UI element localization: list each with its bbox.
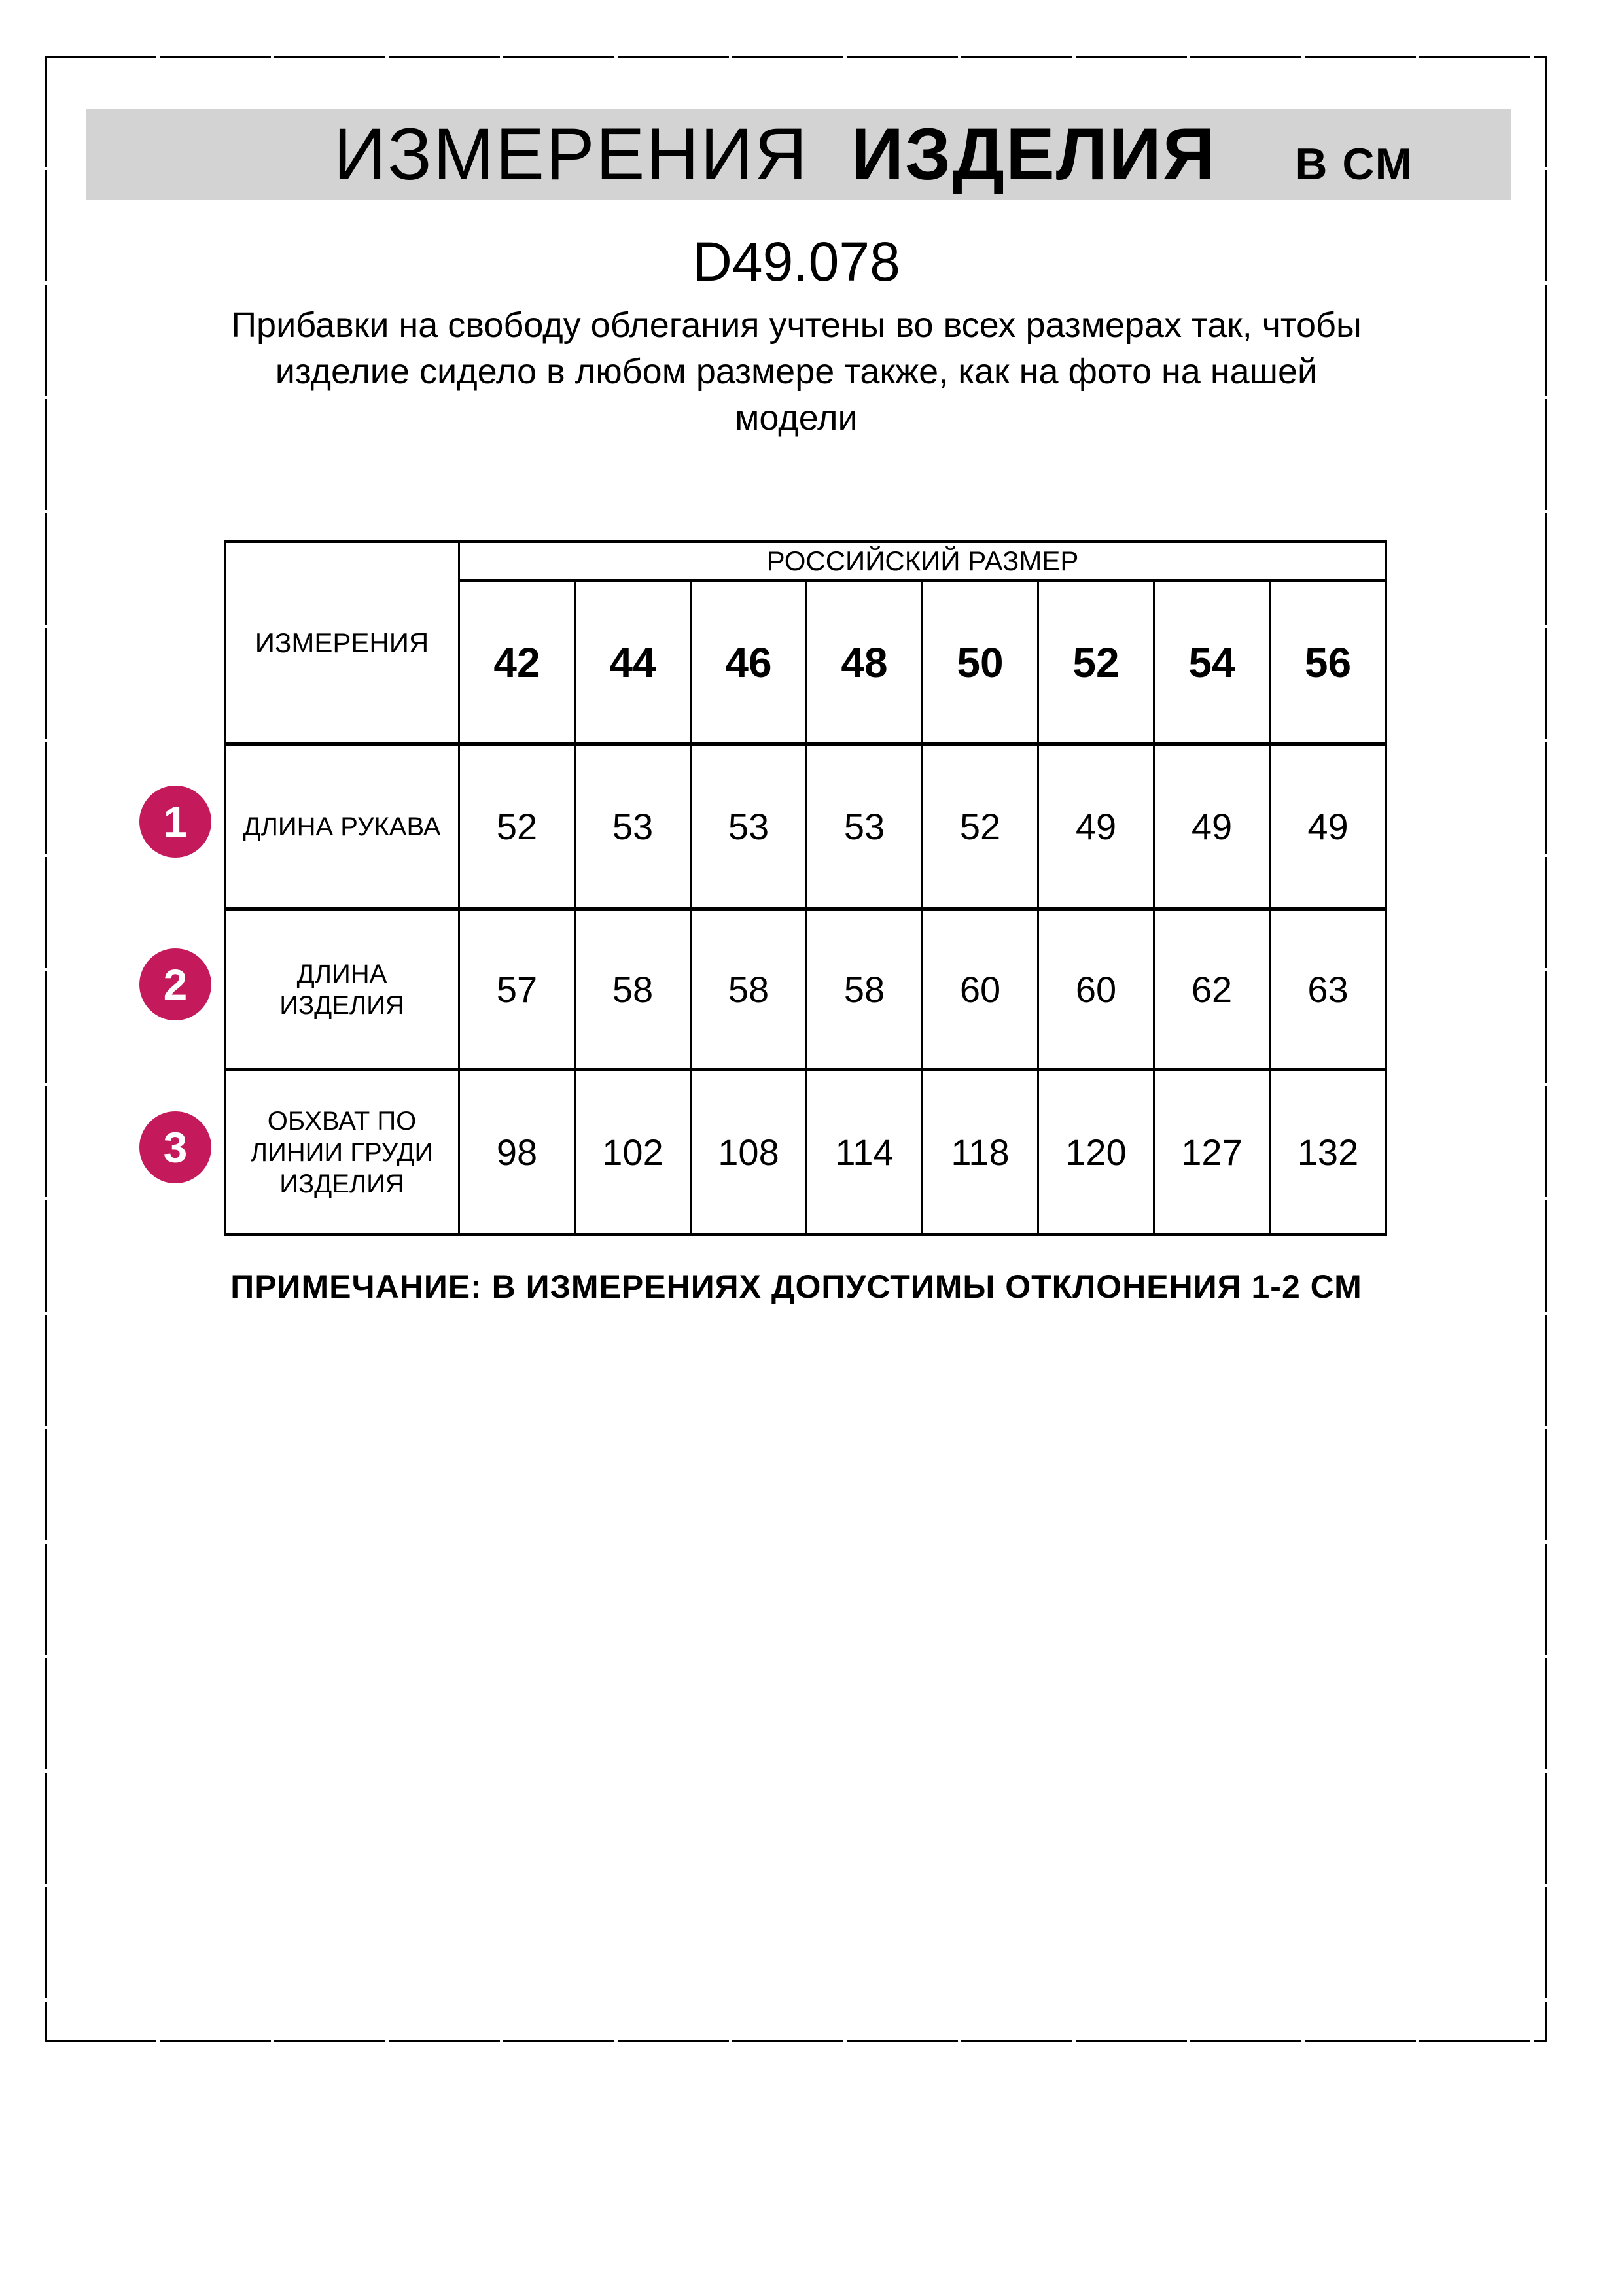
table-cell: 49 <box>1154 744 1270 909</box>
row-label <box>225 744 459 909</box>
table-cell: 58 <box>575 909 691 1070</box>
size-column-header: 50 <box>923 581 1038 744</box>
table-cell: 102 <box>575 1070 691 1235</box>
product-code: D49.078 <box>692 231 900 292</box>
table-cell: 53 <box>575 744 691 909</box>
page-border-bottom <box>45 2040 1547 2042</box>
row-label <box>225 909 459 1070</box>
title-word-measurements: ИЗМЕРЕНИЯ <box>333 113 809 195</box>
table-cell: 114 <box>807 1070 923 1235</box>
badge-number: 2 <box>163 960 188 1009</box>
fit-description-line: изделие сидело в любом размере также, как на фото на нашей <box>275 352 1318 391</box>
size-table <box>224 540 1387 1236</box>
row-label-line: ЛИНИИ ГРУДИ <box>250 1138 434 1167</box>
size-column-header: 42 <box>459 581 575 744</box>
size-column-header: 46 <box>691 581 807 744</box>
size-column-header: 56 <box>1270 581 1386 744</box>
table-cell: 58 <box>807 909 923 1070</box>
row-label <box>225 1070 459 1235</box>
measurement-badge-3 <box>139 1111 211 1183</box>
table-cell: 62 <box>1154 909 1270 1070</box>
table-cell: 49 <box>1038 744 1154 909</box>
size-column-header: 52 <box>1038 581 1154 744</box>
size-column-header: 44 <box>575 581 691 744</box>
row-label-line: ДЛИНА <box>296 959 387 988</box>
table-cell: 53 <box>807 744 923 909</box>
table-row-chest-girth <box>225 1070 1386 1235</box>
russian-size-header: РОССИЙСКИЙ РАЗМЕР <box>459 542 1386 581</box>
row-label-line: ИЗДЕЛИЯ <box>279 1169 404 1198</box>
title-units: В СМ <box>1295 139 1414 189</box>
measurement-badge-2 <box>139 948 211 1020</box>
table-header-group-row <box>225 542 1386 581</box>
table-corner-label: ИЗМЕРЕНИЯ <box>225 542 459 744</box>
table-row-sleeve-length <box>225 744 1386 909</box>
table-cell: 53 <box>691 744 807 909</box>
badge-number: 3 <box>163 1123 188 1172</box>
row-label-line: ОБХВАТ ПО <box>267 1106 417 1136</box>
table-cell: 120 <box>1038 1070 1154 1235</box>
table-cell: 60 <box>923 909 1038 1070</box>
table-cell: 132 <box>1270 1070 1386 1235</box>
table-cell: 49 <box>1270 744 1386 909</box>
badge-number: 1 <box>163 797 188 846</box>
table-cell: 127 <box>1154 1070 1270 1235</box>
table-cell: 57 <box>459 909 575 1070</box>
table-cell: 118 <box>923 1070 1038 1235</box>
table-row-product-length <box>225 909 1386 1070</box>
table-cell: 58 <box>691 909 807 1070</box>
size-column-header: 54 <box>1154 581 1270 744</box>
table-cell: 63 <box>1270 909 1386 1070</box>
row-label-line: ИЗДЕЛИЯ <box>279 990 404 1020</box>
title-word-product: ИЗДЕЛИЯ <box>851 113 1217 195</box>
table-cell: 108 <box>691 1070 807 1235</box>
table-cell: 60 <box>1038 909 1154 1070</box>
row-label-line: ДЛИНА РУКАВА <box>243 812 441 841</box>
fit-description <box>45 302 1547 442</box>
fit-description-line: Прибавки на свободу облегания учтены во всех размерах так, чтобы <box>231 305 1362 345</box>
table-cell: 52 <box>923 744 1038 909</box>
measurement-badge-1 <box>139 786 211 858</box>
title-banner <box>86 109 1511 200</box>
tolerance-note: ПРИМЕЧАНИЕ: В ИЗМЕРЕНИЯХ ДОПУСТИМЫ ОТКЛОНЕНИЯ 1-2 СМ <box>230 1268 1362 1305</box>
size-column-header: 48 <box>807 581 923 744</box>
fit-description-line: модели <box>735 398 858 438</box>
page-border-top <box>45 56 1547 58</box>
table-cell: 98 <box>459 1070 575 1235</box>
table-cell: 52 <box>459 744 575 909</box>
